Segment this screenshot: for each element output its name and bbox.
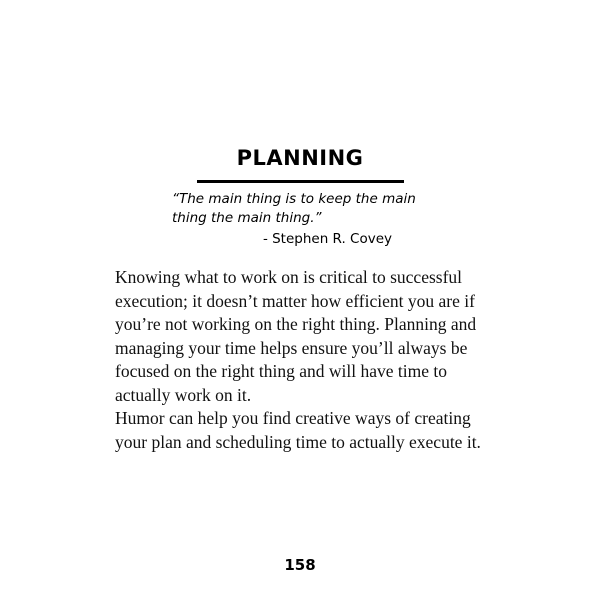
page-number: 158 <box>284 556 316 574</box>
body-paragraph: Humor can help you find creative ways of creating your plan and scheduling time to actually execute it. <box>115 408 481 452</box>
title-divider <box>197 180 404 183</box>
epigraph-quote: “The main thing is to keep the main thing the main thing.” <box>172 191 416 226</box>
epigraph-attribution: - Stephen R. Covey <box>262 231 392 247</box>
page-title: PLANNING <box>236 146 364 170</box>
body-paragraph: Knowing what to work on is critical to successful execution; it doesn’t matter how efficient you are if you’re not working on the right thing. Planning and managing your time helps ensure you’ll always be focused on the right thing and will have time to actually work on it. <box>115 267 477 405</box>
epigraph <box>172 190 434 247</box>
